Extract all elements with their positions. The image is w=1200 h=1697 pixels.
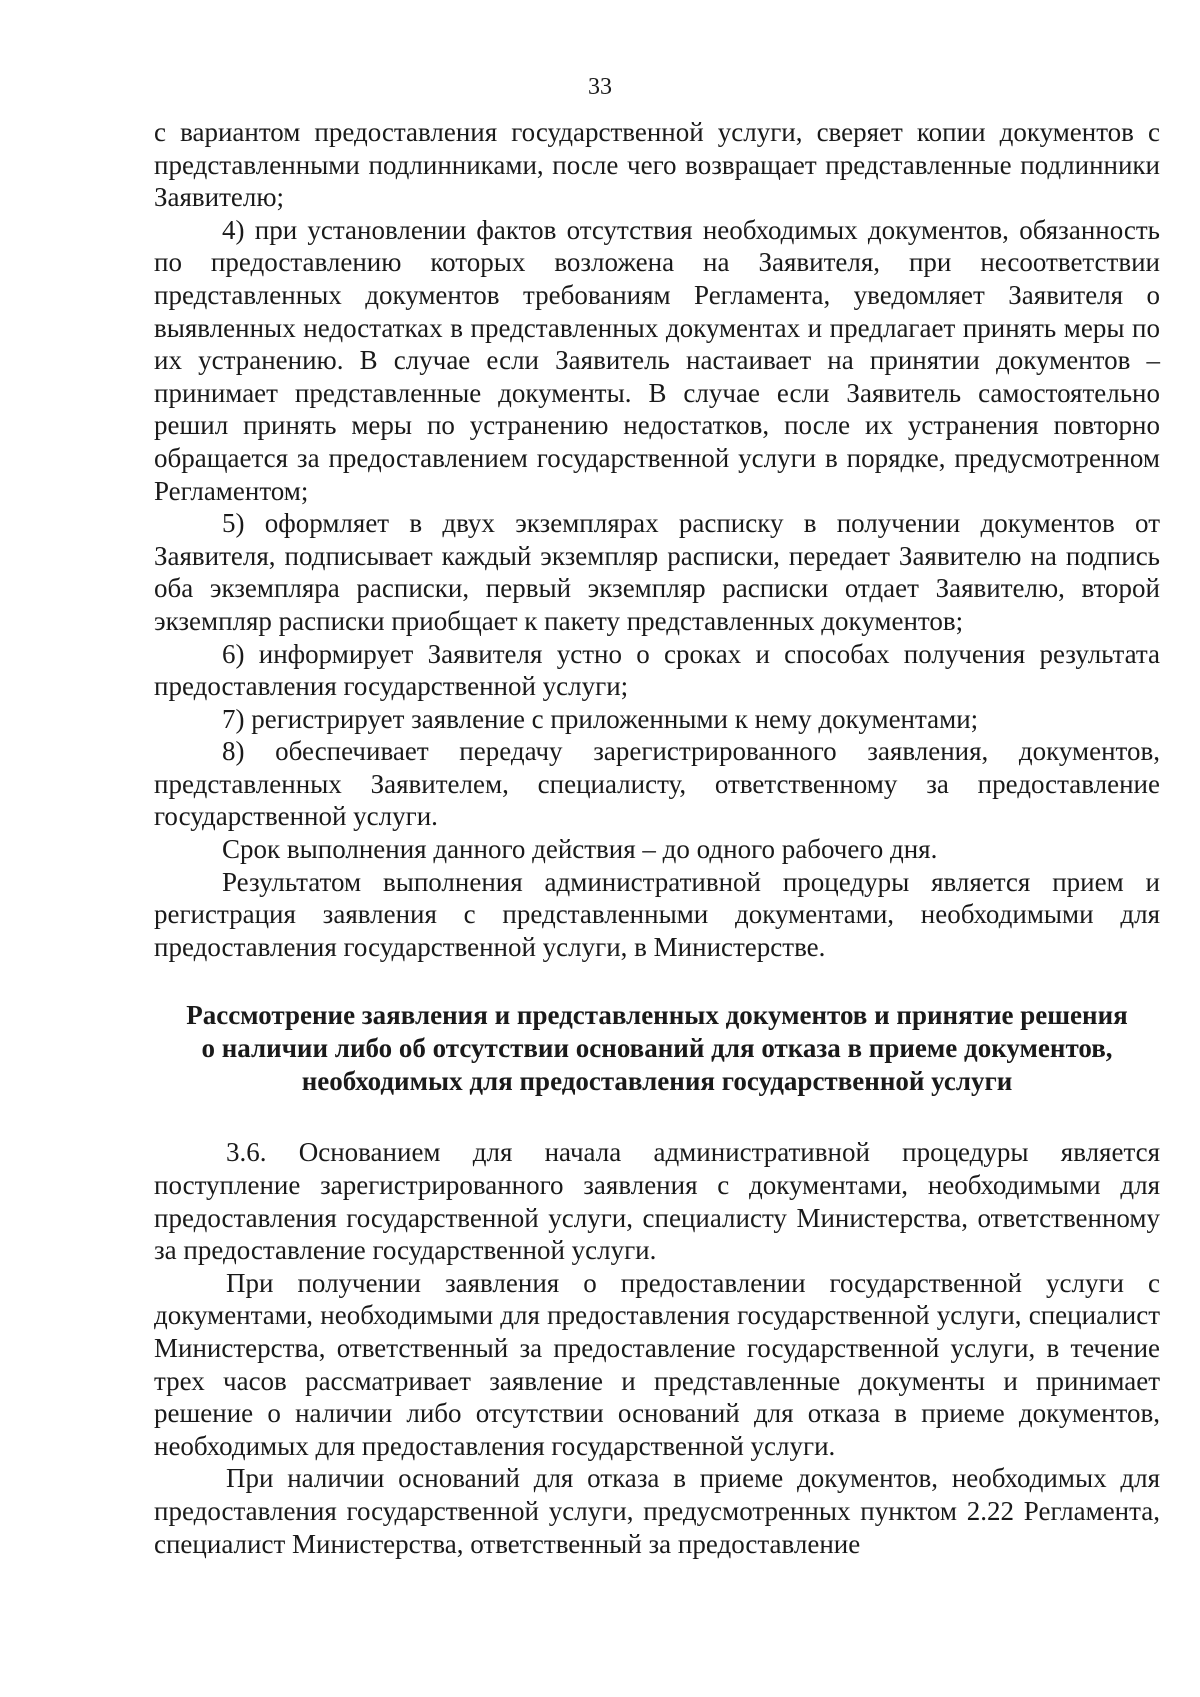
paragraph-3-6: 3.6. Основанием для начала административной процедуры является поступление зарегистрированного заявления с документами, необходимыми для предоставления государственной услуги, специалисту Министерства, ответственному за предоставление государственной услуги. — [154, 1137, 1160, 1266]
paragraph-refusal: При наличии оснований для отказа в приеме документов, необходимых для предоставления государственной услуги, предусмотренных пунктом 2.22 Регламента, специалист Министерства, ответственный за предоставление — [154, 1463, 1160, 1559]
paragraph-item-6: 6) информирует Заявителя устно о сроках и способах получения результата предоставления государственной услуги; — [154, 638, 1160, 702]
paragraph-item-8: 8) обеспечивает передачу зарегистрированного заявления, документов, представленных Заявителем, специалисту, ответственному за предоставление государственной услуги. — [154, 736, 1160, 832]
section-heading-line: о наличии либо об отсутствии оснований для отказа в приеме документов, — [201, 1033, 1113, 1064]
section-heading-line: необходимых для предоставления государственной услуги — [301, 1066, 1013, 1097]
document-body — [154, 116, 1160, 1560]
section-heading-line: Рассмотрение заявления и представленных документов и принятие решения — [186, 1000, 1128, 1031]
paragraph-deadline: Срок выполнения данного действия – до одного рабочего дня. — [222, 834, 938, 865]
paragraph-continuation: с вариантом предоставления государственной услуги, сверяет копии документов с представленными подлинниками, после чего возвращает представленные подлинники Заявителю; — [154, 117, 1160, 213]
page-number: 33 — [588, 74, 612, 100]
paragraph-item-4: 4) при установлении фактов отсутствия необходимых документов, обязанность по предоставлению которых возложена на Заявителя, при несоответствии представленных документов требованиям Регламента, уведомляет Заявителя о выявленных недостатках в представленных документах и предлагает принять меры по их устранению. В случае если Заявитель настаивает на принятии документов – принимает представленные документы. В случае если Заявитель самостоятельно решил принять меры по устранению недостатков, после их устранения повторно обращается за предоставлением государственной услуги в порядке, предусмотренном Регламентом; — [154, 214, 1160, 506]
paragraph-review: При получении заявления о предоставлении государственной услуги с документами, необходимыми для предоставления государственной услуги, специалист Министерства, ответственный за предоставление государственной услуги, в течение трех часов рассматривает заявление и представленные документы и принимает решение о наличии либо отсутствии оснований для отказа в приеме документов, необходимых для предоставления государственной услуги. — [154, 1267, 1160, 1461]
section-heading — [154, 999, 1160, 1098]
paragraph-result: Результатом выполнения административной процедуры является прием и регистрация заявления с представленными документами, необходимыми для предоставления государственной услуги, в Министерстве. — [154, 866, 1160, 962]
paragraph-item-7: 7) регистрирует заявление с приложенными к нему документами; — [222, 703, 979, 734]
paragraph-item-5: 5) оформляет в двух экземплярах расписку в получении документов от Заявителя, подписывает каждый экземпляр расписки, передает Заявителю на подпись оба экземпляра расписки, первый экземпляр расписки отдает Заявителю, второй экземпляр расписки приобщает к пакету представленных документов; — [154, 508, 1160, 636]
